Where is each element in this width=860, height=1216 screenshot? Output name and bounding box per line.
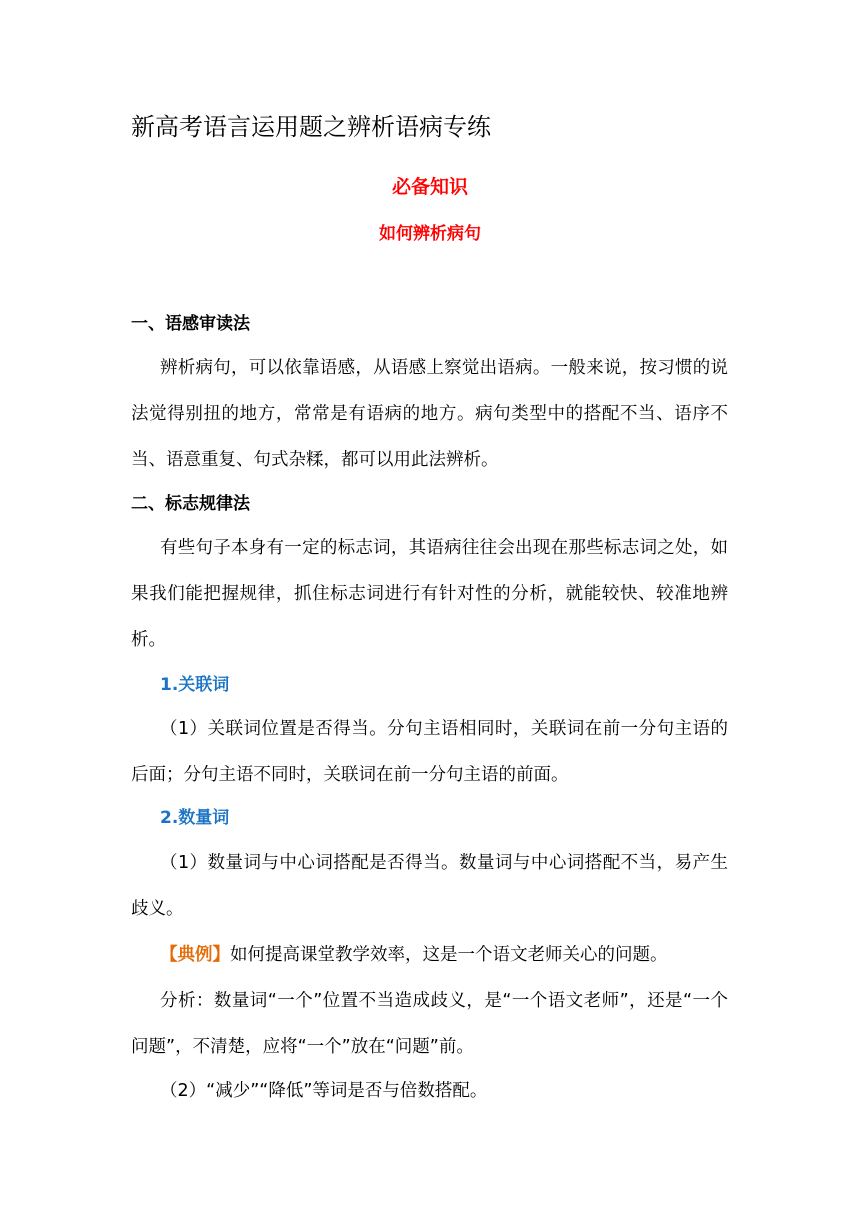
heading-1: 一、语感审读法 bbox=[131, 314, 250, 334]
heading-2: 二、标志规律法 bbox=[131, 494, 250, 514]
paragraph-2: 有些句子本身有一定的标志词，其语病往往会出现在那些标志词之处，如果我们能把握规律，抓住标志词进行有针对性的分析，就能较快、较准地辨析。 bbox=[131, 538, 728, 650]
paragraph-1: 辨析病句，可以依靠语感，从语感上察觉出语病。一般来说，按习惯的说法觉得别扭的地方，常常是有语病的地方。病句类型中的搭配不当、语序不当、语意重复、句式杂糅，都可以用此法辨析。 bbox=[131, 358, 728, 470]
paragraph-4: （1）数量词与中心词搭配是否得当。数量词与中心词搭配不当，易产生歧义。 bbox=[131, 853, 728, 919]
analysis-paragraph: 分析：数量词“一个”位置不当造成歧义，是“一个语文老师”，还是“一个问题”，不清楚，应将“一个”放在“问题”前。 bbox=[131, 991, 728, 1057]
example-tag: 【典例】 bbox=[160, 945, 230, 965]
paragraph-5: （2）“减少”“降低”等词是否与倍数搭配。 bbox=[160, 1081, 488, 1101]
section-subtitle: 如何辨析病句 bbox=[379, 224, 481, 244]
subheading-2: 2.数量词 bbox=[160, 808, 230, 828]
paragraph-3: （1）关联词位置是否得当。分句主语相同时，关联词在前一分句主语的后面；分句主语不同时，关联词在前一分句主语的前面。 bbox=[131, 719, 728, 785]
example-text: 如何提高课堂教学效率，这是一个语文老师关心的问题。 bbox=[230, 945, 668, 965]
subheading-1: 1.关联词 bbox=[160, 675, 230, 695]
document-title: 新高考语言运用题之辨析语病专练 bbox=[131, 113, 491, 141]
section-title: 必备知识 bbox=[391, 176, 468, 198]
example-paragraph bbox=[131, 932, 728, 978]
